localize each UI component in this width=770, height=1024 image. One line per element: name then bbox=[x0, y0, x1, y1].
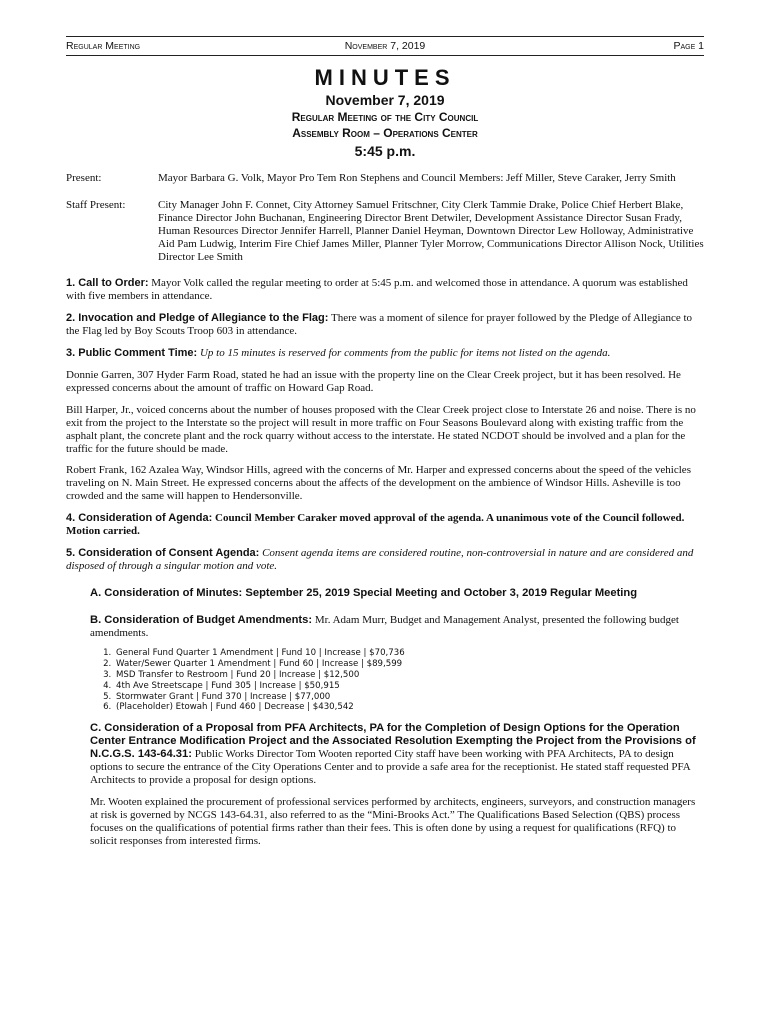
header-page-number: Page 1 bbox=[673, 40, 704, 52]
consent-item-b-text: Mr. Adam Murr, Budget and Management Analyst, presented the following budget amendments. bbox=[90, 613, 679, 639]
minutes-body bbox=[66, 172, 704, 847]
consent-item-c bbox=[90, 722, 704, 847]
meeting-location: Assembly Room – Operations Center bbox=[292, 126, 478, 140]
list-item: 6. (Placeholder) Etowah | Fund 460 | Decrease | $430,542 bbox=[114, 702, 704, 713]
section-text: There was a moment of silence for prayer followed by the Pledge of Allegiance to the Flag led by Boy Scouts Troop 603 in attendance. bbox=[66, 312, 693, 338]
section-heading: 3. Public Comment Time: bbox=[66, 347, 198, 360]
present-members: Mayor Barbara G. Volk, Mayor Pro Tem Ron Stephens and Council Members: Jeff Miller, Steve Caraker, Jerry Smith bbox=[158, 172, 676, 184]
title-block bbox=[0, 64, 770, 160]
budget-amendment-list bbox=[66, 648, 704, 713]
list-item: 5. Stormwater Grant | Fund 370 | Increase | $77,000 bbox=[114, 692, 704, 703]
section-text: Mayor Volk called the regular meeting to order at 5:45 p.m. and welcomed those in attendance. A quorum was established with five members in attendance. bbox=[66, 277, 688, 303]
public-comment-garren: Donnie Garren, 307 Hyder Farm Road, stated he had an issue with the property line on the Clear Creek project, but it has been resolved. He expressed concerns about the amount of traffic on Howard Gap Road. bbox=[66, 368, 681, 394]
staff-present-row bbox=[66, 199, 704, 264]
public-comment-frank: Robert Frank, 162 Azalea Way, Windsor Hills, agreed with the concerns of Mr. Harper and expressed concerns about the speed of the vehicles traveling on N. Main Street. He expressed concerns about the affects of the development on the ambience of Windsor Hills. Asheville is too crowded and the same will happen to Hendersonville. bbox=[66, 464, 691, 503]
section-text: Council Member Caraker moved approval of the agenda. A unanimous vote of the Council followed. Motion carried. bbox=[66, 512, 685, 538]
consent-item-b bbox=[90, 614, 704, 640]
section-heading: 5. Consideration of Consent Agenda: bbox=[66, 546, 260, 559]
consent-item-a bbox=[90, 587, 704, 600]
section-text: Up to 15 minutes is reserved for comments from the public for items not listed on the agenda. bbox=[199, 347, 611, 360]
header-meeting-type: Regular Meeting bbox=[66, 40, 141, 52]
section-consideration-of-agenda bbox=[66, 512, 704, 538]
section-heading: 2. Invocation and Pledge of Allegiance to the Flag: bbox=[66, 312, 329, 325]
meeting-name: Regular Meeting of the City Council bbox=[291, 110, 479, 124]
running-header bbox=[66, 36, 704, 56]
meeting-date: November 7, 2019 bbox=[325, 92, 445, 108]
section-invocation bbox=[66, 312, 704, 338]
header-date: November 7, 2019 bbox=[344, 40, 426, 52]
section-heading: 4. Consideration of Agenda: bbox=[66, 512, 213, 525]
section-public-comment bbox=[66, 347, 704, 360]
present-label: Present: bbox=[66, 172, 102, 184]
present-row bbox=[66, 172, 704, 185]
list-item: 2. Water/Sewer Quarter 1 Amendment | Fund 60 | Increase | $89,599 bbox=[114, 659, 704, 670]
document-title: MINUTES bbox=[314, 65, 456, 90]
staff-present-label: Staff Present: bbox=[66, 198, 126, 211]
consent-item-c-paragraph: Mr. Wooten explained the procurement of professional services performed by architects, engineers, surveyors, and construction managers at risk is governed by NCGS 143-64.31, also referred to as the “Mini-Brooks Act.” The Qualifications Based Selection (QBS) process focuses on the qualifications of potential firms rather than their fees. This is often done by using a request for qualifications (RFQ) to solicit responses from interested firms. bbox=[90, 795, 696, 847]
list-item: 4. 4th Ave Streetscape | Fund 305 | Increase | $50,915 bbox=[114, 681, 704, 692]
consent-item-c-text: Public Works Director Tom Wooten reported City staff have been working with PFA Architects, PA to design options to secure the entrance of the City Operations Center and to provide a safe area for the receptionist. He stated staff requested PFA Architects to provide a proposal for design options. bbox=[90, 748, 691, 786]
consent-item-a-heading: A. Consideration of Minutes: September 25, 2019 Special Meeting and October 3, 2019 Regular Meeting bbox=[90, 586, 638, 599]
list-item: 3. MSD Transfer to Restroom | Fund 20 | Increase | $12,500 bbox=[114, 670, 704, 681]
section-call-to-order bbox=[66, 277, 704, 303]
section-text: Consent agenda items are considered routine, non-controversial in nature and are considered and disposed of through a singular motion and vote. bbox=[66, 546, 694, 572]
section-heading: 1. Call to Order: bbox=[66, 277, 149, 290]
list-item: 1. General Fund Quarter 1 Amendment | Fund 10 | Increase | $70,736 bbox=[114, 648, 704, 659]
staff-present-list: City Manager John F. Connet, City Attorney Samuel Fritschner, City Clerk Tammie Drake, Police Chief Herbert Blake, Finance Director John Buchanan, Engineering Director Brent Detwiler, Development Assistance Director Susan Frady, Human Resources Director Jennifer Harrell, Planner Daniel Heyman, Downtown Director Lew Holloway, Administrative Aid Pam Ludwig, Interim Fire Chief James Miller, Planner Tyler Morrow, Communications Director Allison Nock, Utilities Director Lee Smith bbox=[158, 198, 704, 263]
section-consent-agenda bbox=[66, 547, 704, 573]
meeting-time: 5:45 p.m. bbox=[354, 143, 416, 159]
consent-item-b-heading: B. Consideration of Budget Amendments: bbox=[90, 613, 313, 626]
consent-item-c-heading: C. Consideration of a Proposal from PFA Architects, PA for the Completion of Design Options for the Operation Center Entrance Modification Project and the Associated Resolution Exempting the Project from the Provisions of N.C.G.S. 143-64.31: bbox=[90, 722, 696, 761]
public-comment-harper: Bill Harper, Jr., voiced concerns about the number of houses proposed with the Clear Creek project close to Interstate 26 and noise. There is no exit from the project to the Interstate so the project will result in more traffic on Four Seasons Boulevard along with existing traffic from the asphalt plant, the concrete plant and the rock quarry without access to the interstate. He stated NCDOT should be involved and a plan for the traffic for the future should be made. bbox=[66, 403, 696, 455]
